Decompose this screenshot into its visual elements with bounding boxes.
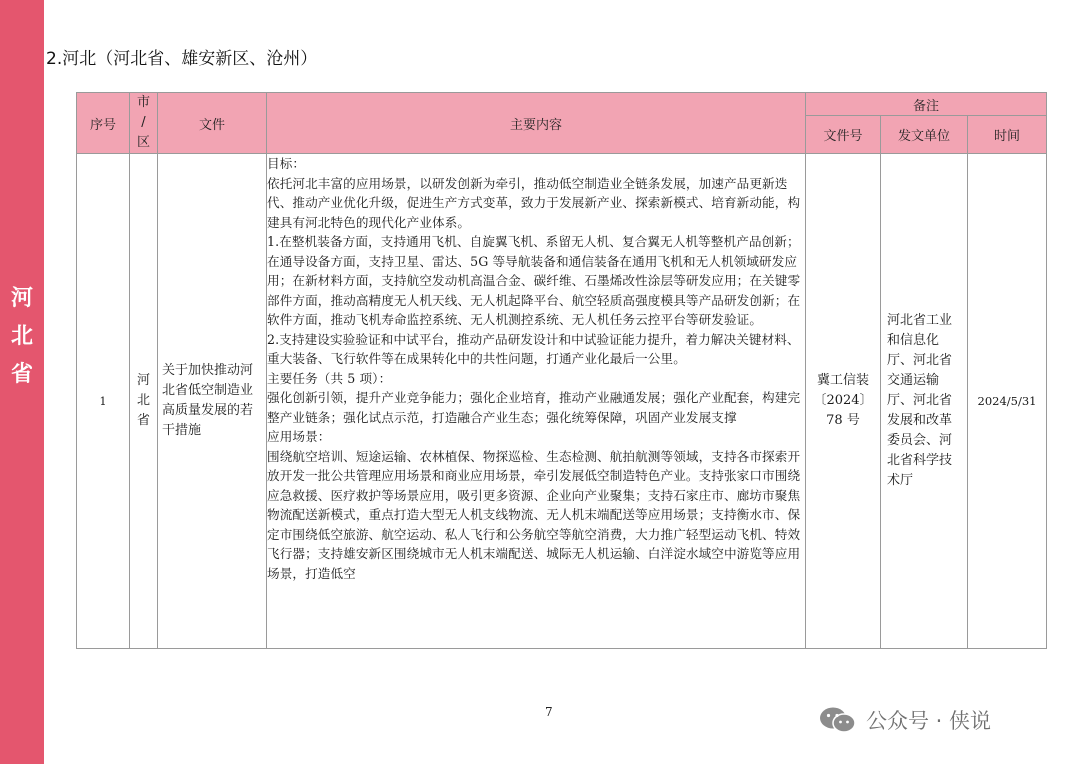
header-city [130, 93, 158, 154]
row-city-char: 省 [136, 413, 150, 428]
side-char: 河 [10, 286, 33, 311]
content-line: 应用场景： [267, 429, 331, 444]
header-city-char: / [141, 115, 146, 130]
row-content [267, 154, 806, 649]
side-char: 省 [10, 362, 33, 387]
header-issuer: 发文单位 [881, 116, 968, 154]
content-line: 目标： [267, 156, 306, 171]
content-line: 围绕航空培训、短途运输、农林植保、物探巡检、生态检测、航拍航测等领域，支持各市探索开放开发一批公共管理应用场景和商业应用场景，牵引发展低空制造特色产业。支持张家口市围绕应急救援、医疗救护等场景应用，吸引更多资源、企业向产业聚集；支持石家庄市、廊坊市聚焦物流配送新模式，重点打造大型无人机支线物流、无人机末端配送等应用场景；支持衡水市、保定市围绕低空旅游、航空运动、私人飞行和公务航空等航空消费，大力推广轻型运动飞机、特效飞行器；支持雄安新区围绕城市无人机末端配送、城际无人机运输、白洋淀水域空中游览等应用场景，打造低空 [267, 448, 801, 581]
row-city-char: 河 [136, 373, 150, 388]
header-city-char: 区 [136, 135, 150, 150]
header-content: 主要内容 [267, 93, 806, 154]
row-date: 2024/5/31 [968, 154, 1047, 649]
content-line: 1.在整机装备方面，支持通用飞机、自旋翼飞机、系留无人机、复合翼无人机等整机产品创新；在通导设备方面，支持卫星、雷达、5G 等导航装备和通信装备在通用飞机和无人机领域研发应用；在新材料方面，支持航空发动机高温合金、碳纤维、石墨烯改性涂层等研发应用；在关键零部件方面，推动高精度无人机天线、无人机起降平台、航空轻质高强度模具等产品研发创新；在软件方面，推动飞机寿命监控系统、无人机测控系统、无人机任务云控平台等研发验证。 [267, 234, 801, 327]
content-line: 强化创新引领，提升产业竞争能力；强化企业培育，推动产业融通发展；强化产业配套，构建完整产业链条；强化试点示范，打造融合产业生态；强化统筹保障，巩固产业发展支撑 [267, 390, 801, 425]
policy-table [76, 92, 1047, 649]
side-char: 北 [10, 324, 33, 349]
content-line: 2.支持建设实验验证和中试平台，推动产品研发设计和中试验证能力提升，着力解决关键材料、重大装备、飞行软件等在成果转化中的共性问题，打通产业化最后一公里。 [267, 331, 800, 366]
page-number: 7 [545, 705, 553, 719]
watermark [818, 704, 991, 736]
watermark-text: 公众号 · 侠说 [866, 709, 992, 733]
row-city [130, 154, 158, 649]
row-issuer-cell [881, 154, 968, 649]
section-title: 2.河北（河北省、雄安新区、沧州） [46, 49, 318, 69]
header-city-char: 市 [136, 95, 150, 110]
row-issuer: 河北省工业和信息化厅、河北省交通运输厅、河北省发展和改革委员会、河北省科学技术厅 [887, 313, 953, 488]
header-remark: 备注 [806, 93, 1047, 116]
file-no-line: 冀工信装 [816, 373, 869, 388]
row-doc-cell [158, 154, 267, 649]
header-doc: 文件 [158, 93, 267, 154]
row-file-no [806, 154, 881, 649]
header-file-no: 文件号 [806, 116, 881, 154]
row-doc-title: 关于加快推动河北省低空制造业高质量发展的若干措施 [162, 363, 254, 438]
wechat-icon [818, 705, 858, 735]
side-province-label [0, 280, 44, 394]
content-line: 依托河北丰富的应用场景，以研发创新为牵引，推动低空制造业全链条发展，加速产品更新迭代、推动产业优化升级，促进生产方式变革，致力于发展新产业、探索新模式、培育新动能，构建具有河北特色的现代化产业体系。 [267, 175, 801, 230]
header-date: 时间 [968, 116, 1047, 154]
row-city-char: 北 [136, 393, 150, 408]
row-no: 1 [77, 154, 130, 649]
content-line: 主要任务（共 5 项）： [267, 370, 392, 386]
file-no-line: 78 号 [826, 413, 860, 428]
file-no-line: 〔2024〕 [813, 393, 873, 408]
header-no: 序号 [77, 93, 130, 154]
table-row [77, 154, 1047, 649]
